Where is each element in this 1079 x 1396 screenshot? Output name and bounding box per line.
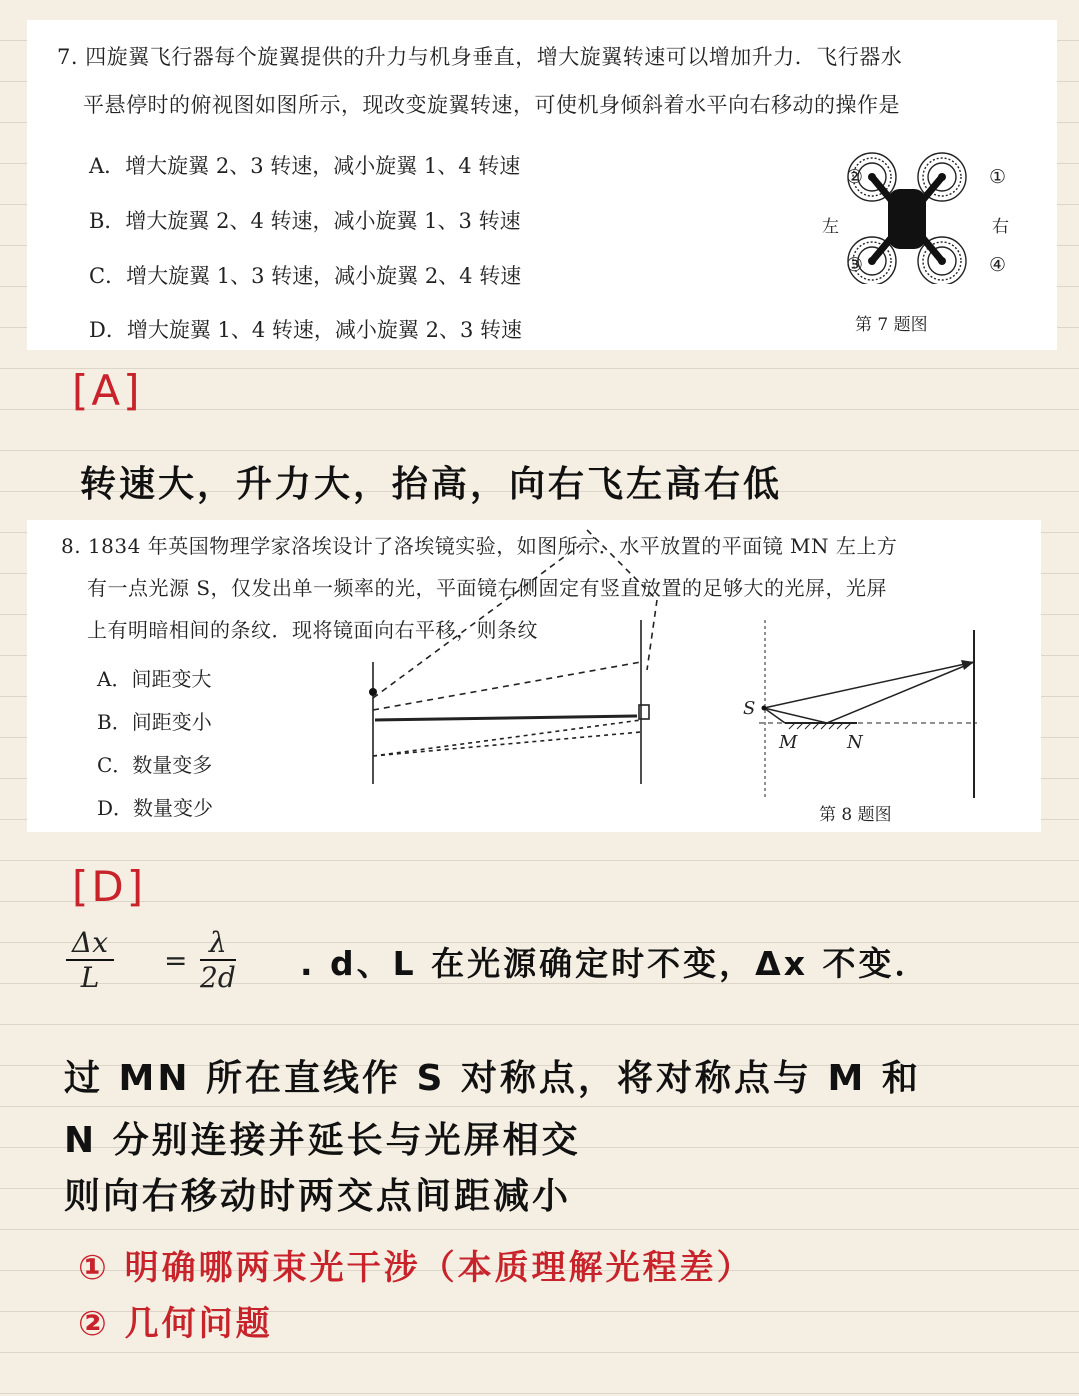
question-7-clipping — [27, 20, 1057, 350]
formula-rhs-numerator: λ — [200, 926, 236, 961]
point-s-label: S — [743, 698, 756, 719]
key-point-1: ① 明确哪两束光干涉（本质理解光程差） — [78, 1248, 754, 1288]
reasoning-line-2: N 分别连接并延长与光屏相交 — [64, 1120, 581, 1161]
formula-lhs — [66, 926, 114, 994]
q7-option-c: C．增大旋翼 1、3 转速，减小旋翼 2、4 转速 — [89, 264, 522, 288]
key-point-2: ② 几何问题 — [78, 1304, 273, 1344]
q7-stem-line1: 7. 四旋翼飞行器每个旋翼提供的升力与机身垂直，增大旋翼转速可以增加升力．飞行器水 — [57, 45, 903, 69]
q7-option-a: A．增大旋翼 2、3 转速，减小旋翼 1、4 转速 — [89, 154, 521, 178]
q8-stem-line1: 8. 1834 年英国物理学家洛埃设计了洛埃镜实验，如图所示．水平放置的平面镜 MN 左上方 — [61, 534, 898, 558]
rotor-label-3: ③ — [846, 254, 864, 276]
point-n-label: N — [847, 732, 863, 753]
hand-sketch — [357, 520, 687, 800]
reasoning-line-1: 过 MN 所在直线作 S 对称点，将对称点与 M 和 — [64, 1058, 921, 1099]
q8-figure-caption: 第 8 题图 — [819, 805, 892, 825]
q8-option-b: B．间距变小 — [97, 710, 212, 734]
q8-option-a: A．间距变大 — [97, 667, 212, 691]
quadrotor-figure — [812, 144, 1009, 284]
q7-figure-caption: 第 7 题图 — [855, 315, 928, 335]
formula-note: . d、L 在光源确定时不变，Δx 不变． — [300, 944, 931, 983]
quadrotor-drawing — [812, 144, 1002, 284]
rotor-label-4: ④ — [989, 254, 1007, 276]
answer-7: [A] — [72, 366, 143, 415]
rotor-label-2: ② — [846, 166, 864, 188]
q7-stem-line2: 平悬停时的俯视图如图所示，现改变旋翼转速，可使机身倾斜着水平向右移动的操作是 — [83, 93, 900, 117]
answer-8: [D] — [72, 862, 147, 911]
answer-7-note: 转速大，升力大，抬高，向右飞左高右低 — [80, 464, 783, 505]
q7-option-b: B．增大旋翼 2、4 转速，减小旋翼 1、3 转速 — [89, 209, 521, 233]
formula-rhs — [200, 926, 236, 994]
formula-rhs-denominator: 2d — [200, 961, 236, 994]
rotor-label-1: ① — [989, 166, 1007, 188]
q8-option-c: C．数量变多 — [97, 753, 213, 777]
reasoning-line-3: 则向右移动时两交点间距减小 — [64, 1176, 572, 1217]
formula-lhs-numerator: Δx — [66, 926, 114, 961]
lloyd-mirror-figure — [737, 620, 997, 810]
question-8-clipping — [27, 520, 1041, 832]
q7-option-d: D．增大旋翼 1、4 转速，减小旋翼 2、3 转速 — [89, 318, 522, 342]
formula-lhs-denominator: L — [80, 961, 100, 994]
q8-stem-line3: 上有明暗相间的条纹．现将镜面向右平移，则条纹 — [87, 618, 538, 642]
formula-equals: = — [164, 944, 188, 977]
right-label: 右 — [992, 217, 1009, 237]
point-m-label: M — [779, 732, 798, 753]
q8-option-d: D．数量变少 — [97, 796, 214, 820]
left-label: 左 — [822, 217, 839, 237]
q8-stem-line2: 有一点光源 S，仅发出单一频率的光，平面镜右侧固定有竖直放置的足够大的光屏，光屏 — [87, 576, 888, 600]
